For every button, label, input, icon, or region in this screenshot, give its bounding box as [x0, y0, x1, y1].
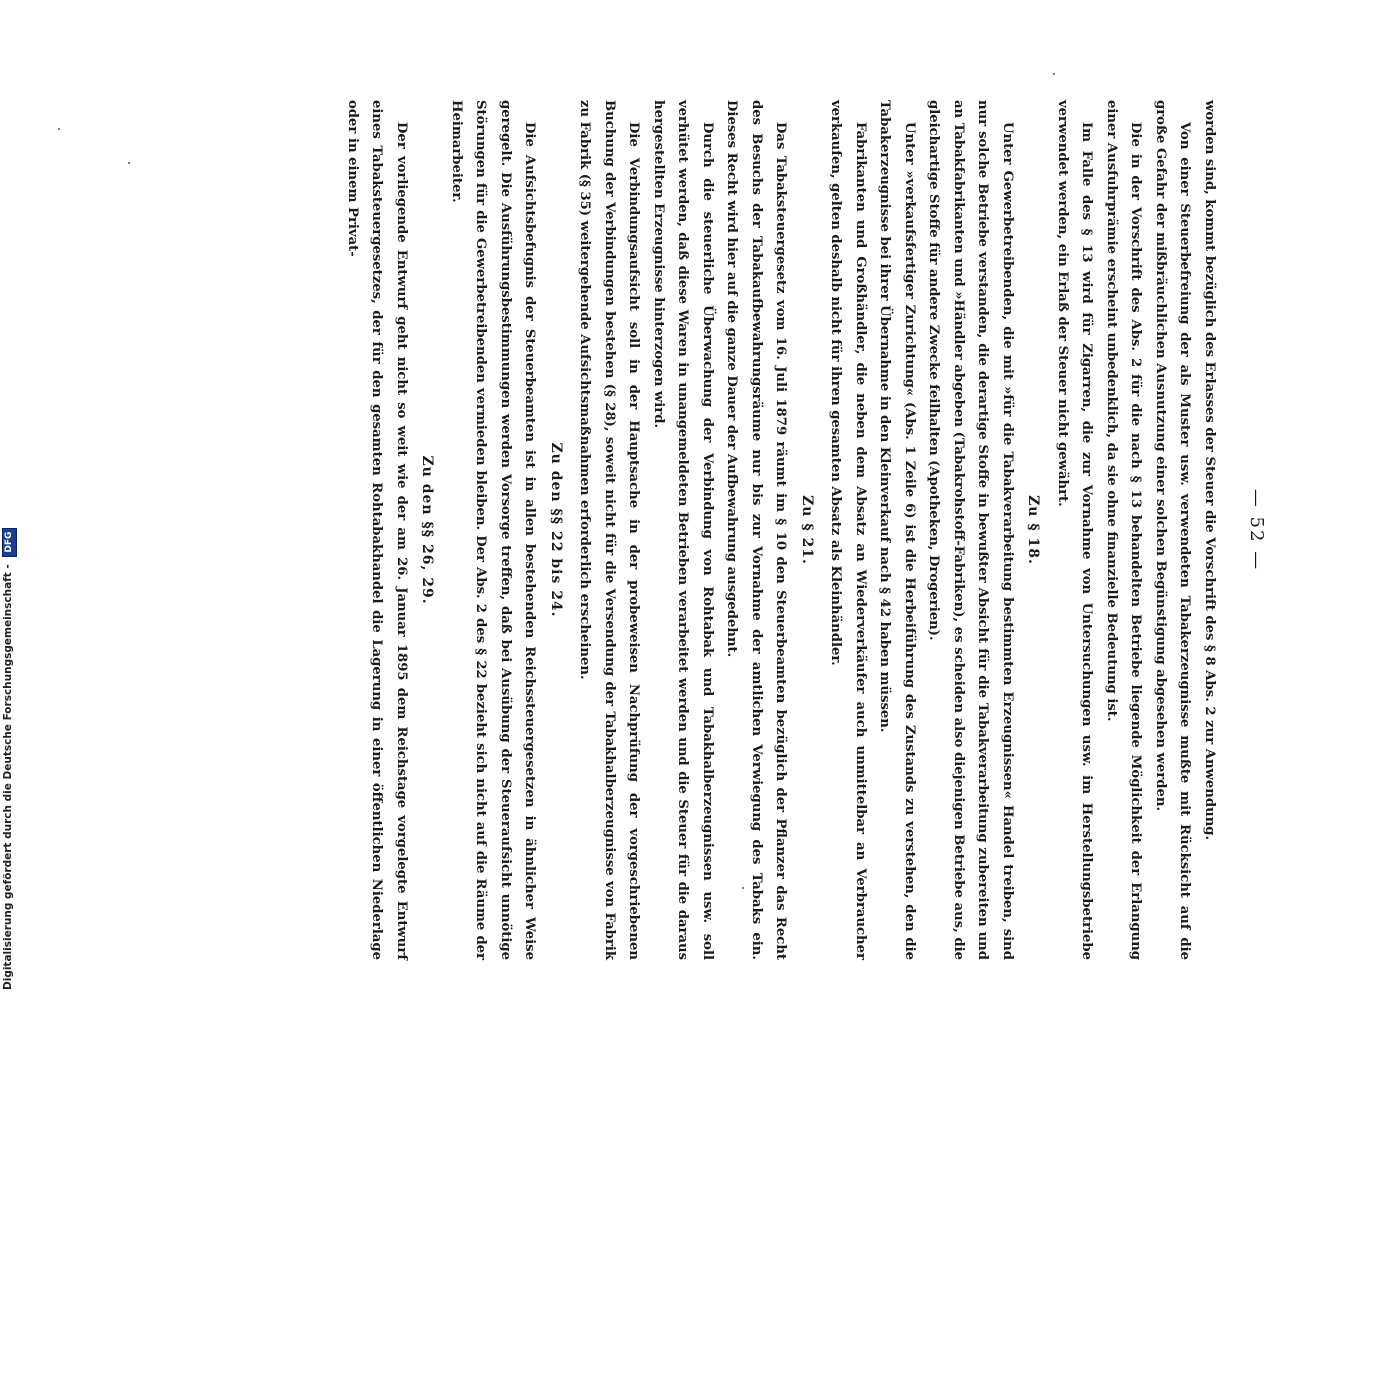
paragraph: Die Aufsichtsbefugnis der Steuerbeamten ist in allen bestehenden Reichssteuergesetzen in ähnlicher Weise geregelt. Die Ausführungsbestimmungen werden Vorsorge treffen, daß bei Ausübung der Steueraufsicht unnötige Störungen für die Gewerbetreibenden vermieden bleiben. Der Abs. 2 des § 22 bezieht sich nicht auf die Räume der Heimarbeiter. — [449, 100, 538, 960]
paragraph: worden sind, kommt bezüglich des Erlasses der Steuer die Vorschrift des § 8 Abs. 2 zur Anwendung. — [1202, 100, 1217, 841]
dfg-logo-icon: DFG — [2, 528, 17, 557]
paragraph: Unter »verkaufsfertiger Zurichtung« (Abs. 1 Zeile 6) ist die Herbeiführung des Zustands zu verstehen, den die Tabakerzeugnisse bei ihrer Übernahme in den Kleinverkauf nach § 42 haben müssen. — [877, 100, 917, 960]
scan-speck — [58, 128, 60, 130]
section-heading: Zu § 18. — [1025, 495, 1042, 565]
digitization-credit — [0, 0, 16, 1000]
section-heading: Zu § 21. — [799, 495, 815, 565]
paragraph: Die Verbindungsaufsicht soll in der Hauptsache in der probeweisen Nachprüfung der vorgeschriebenen Buchung der Verbindungen bestehen (§ 28), soweit nicht für die Versendung der Tabakhalberzeugnisse von Fabrik zu Fabrik (§ 35) weitergehende Aufsichtsmaßnahmen erforderlich erscheinen. — [577, 100, 642, 960]
scan-speck — [1053, 73, 1055, 75]
paragraph: Fabrikanten und Großhändler, die neben dem Absatz an Wiederverkäufer auch unmittelbar an Verbraucher verkaufen, gelten deshalb nicht für ihren gesamten Absatz als Kleinhändler. — [828, 100, 868, 960]
paragraph: Von einer Steuerbefreiung der als Muster usw. verwendeten Tabakerzeugnisse mußte mit Rücksicht auf die große Gefahr der mißbräuchlichen Ausnutzung einer solchen Begünstigung abgesehen werden. — [1153, 100, 1193, 960]
document-page — [167, 100, 1267, 1380]
paragraph: Die in der Vorschrift des Abs. 2 für die nach § 13 behandelten Betriebe liegende Möglichkeit der Erlangung einer Ausfuhrprämie erscheint unbedenklich, da sie ohne finanzielle Bedeutung ist. — [1104, 100, 1144, 960]
paragraph: Durch die steuerliche Überwachung der Verbindung von Rohtabak und Tabakhalberzeugnissen usw. soll verhütet werden, daß diese Waren in unangemeldeten Betrieben verarbeitet werden und die Steuer für die daraus hergestellten Erzeugnisse hinterzogen wird. — [651, 100, 715, 960]
page-body — [340, 100, 1222, 960]
paragraph: Das Tabaksteuergesetz vom 16. Juli 1879 räumt im § 10 den Steuerbeamten bezüglich der Pflanzer das Recht des Besuchs der Tabakaufbewahrungsräume nur bis zur Vornahme der amtlichen Verwiegung des Tabaks ein. Dieses Recht wird hier auf die ganze Dauer der Aufbewahrung ausgedehnt. — [724, 100, 789, 960]
paragraph: Unter Gewerbetreibenden, die mit »für die Tabakverarbeitung bestimmten Erzeugnissen« Handel treiben, sind nur solche Betriebe verstanden, die derartige Stoffe in bewußter Absicht für die Tabakverarbeitung zubereiten und an Tabakfabrikanten und »Händler abgeben (Tabakrohstoff-Fabriken), es scheiden also diejenigen Betriebe aus, die gleichartige Stoffe für andere Zwecke feilhalten (Apotheken, Drogerien). — [926, 100, 1015, 960]
page-number: — 52 — — [1246, 488, 1267, 572]
section-heading: Zu den §§ 26, 29. — [419, 455, 436, 605]
scan-speck — [742, 887, 744, 889]
scan-speck — [128, 162, 130, 164]
section-heading: Zu den §§ 22 bis 24. — [548, 442, 564, 618]
paragraph: Im Falle des § 13 wird für Zigarren, die zur Vornahme von Untersuchungen usw. im Herstellungsbetriebe verwendet werden, ein Erlaß der Steuer nicht gewährt. — [1055, 100, 1095, 960]
paragraph: Der vorliegende Entwurf geht nicht so weit wie der am 26. Januar 1895 dem Reichstage vorgelegte Entwurf eines Tabaksteuergesetzes, der für den gesamten Rohtabakhandel die Lagerung in einer öffentlichen Niederlage oder in einem Privat- — [345, 100, 409, 960]
credit-text: Digitalisierung gefördert durch die Deutsche Forschungsgemeinschaft - — [2, 564, 14, 990]
